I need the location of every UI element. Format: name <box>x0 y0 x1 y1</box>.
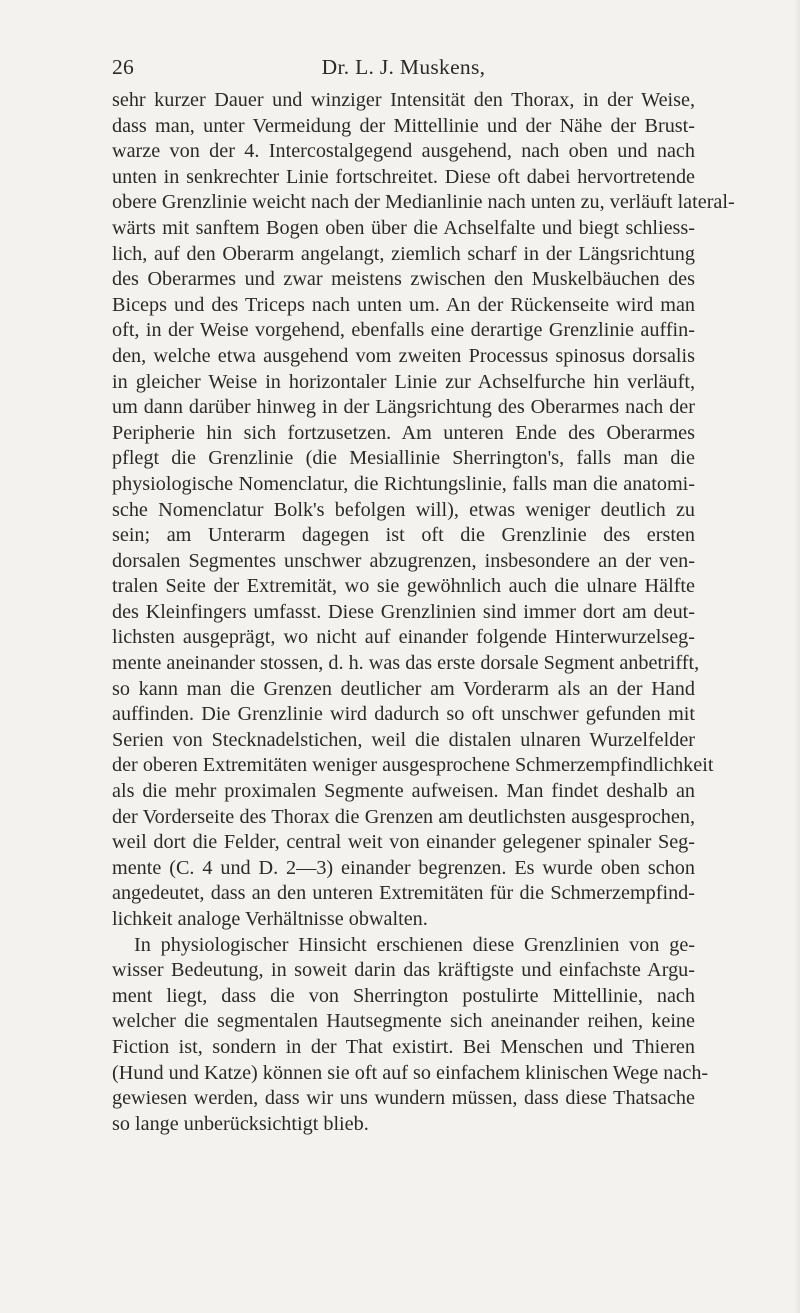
body-text <box>112 88 735 1137</box>
text-line: des Kleinfingers umfasst. Diese Grenzlinien sind immer dort am deut- <box>112 600 695 623</box>
text-line: auffinden. Die Grenzlinie wird dadurch so oft unschwer gefunden mit <box>112 703 695 726</box>
text-line: des Oberarmes und zwar meistens zwischen den Muskelbäuchen des <box>112 268 695 291</box>
text-line: mente aneinander stossen, d. h. was das erste dorsale Segment anbetrifft, <box>112 652 700 675</box>
text-line: wisser Bedeutung, in soweit darin das kräftigste und einfachste Argu- <box>112 959 695 982</box>
text-line: so kann man die Grenzen deutlicher am Vorderarm als an der Hand <box>112 677 695 700</box>
text-line: gewiesen werden, dass wir uns wundern müssen, dass diese Thatsache <box>112 1087 695 1110</box>
text-line: um dann darüber hinweg in der Längsrichtung des Oberarmes nach der <box>112 396 695 419</box>
text-line: mente (C. 4 und D. 2—3) einander begrenzen. Es wurde oben schon <box>112 856 695 879</box>
text-line: unten in senkrechter Linie fortschreitet. Diese oft dabei hervortretende <box>112 165 695 188</box>
text-line: lichkeit analoge Verhältnisse obwalten. <box>112 908 428 930</box>
text-line: dorsalen Segmentes unschwer abzugrenzen, insbesondere an der ven- <box>112 549 695 572</box>
text-line: dass man, unter Vermeidung der Mittellinie und der Nähe der Brust- <box>112 114 695 137</box>
paragraph <box>112 88 735 933</box>
text-line: (Hund und Katze) können sie oft auf so einfachem klinischen Wege nach- <box>112 1061 709 1084</box>
text-line: lichsten ausgeprägt, wo nicht auf einander folgende Hinterwurzelseg- <box>112 626 695 649</box>
text-line: sche Nomenclatur Bolk's befolgen will), etwas weniger deutlich zu <box>112 498 695 521</box>
text-line: physiologische Nomenclatur, die Richtungslinie, falls man die anatomi- <box>112 472 695 495</box>
page-edge-shadow <box>794 0 800 1313</box>
text-line: den, welche etwa ausgehend vom zweiten Processus spinosus dorsalis <box>112 344 695 367</box>
text-line: lich, auf den Oberarm angelangt, ziemlich scharf in der Längsrichtung <box>112 242 695 265</box>
text-line: In physiologischer Hinsicht erschienen diese Grenzlinien von ge- <box>134 933 695 956</box>
text-line: ment liegt, dass die von Sherrington postulirte Mittellinie, nach <box>112 984 695 1007</box>
text-line: Peripherie hin sich fortzusetzen. Am unteren Ende des Oberarmes <box>112 421 695 444</box>
text-line: wärts mit sanftem Bogen oben über die Achselfalte und biegt schliess- <box>112 216 695 239</box>
text-line: sehr kurzer Dauer und winziger Intensität den Thorax, in der Weise, <box>112 89 695 111</box>
paragraph <box>112 933 709 1138</box>
text-line: pflegt die Grenzlinie (die Mesiallinie Sherrington's, falls man die <box>112 447 695 470</box>
text-line: Serien von Stecknadelstichen, weil die distalen ulnaren Wurzelfelder <box>112 728 695 751</box>
text-line: Fiction ist, sondern in der That existirt. Bei Menschen und Thieren <box>112 1035 695 1058</box>
text-line: Biceps und des Triceps nach unten um. An der Rückenseite wird man <box>112 293 695 316</box>
text-line: sein; am Unterarm dagegen ist oft die Grenzlinie des ersten <box>112 524 695 547</box>
text-line: warze von der 4. Intercostalgegend ausgehend, nach oben und nach <box>112 140 695 163</box>
text-line: der Vorderseite des Thorax die Grenzen am deutlichsten ausgesprochen, <box>112 805 695 828</box>
text-line: der oberen Extremitäten weniger ausgesprochene Schmerzempfindlichkeit <box>112 754 714 777</box>
page-header <box>112 55 695 85</box>
text-line: weil dort die Felder, central weit von einander gelegener spinaler Seg- <box>112 831 695 854</box>
page-number: 26 <box>112 55 135 79</box>
text-line: angedeutet, dass an den unteren Extremitäten für die Schmerzempfind- <box>112 882 695 905</box>
running-title: Dr. L. J. Muskens, <box>321 55 486 79</box>
text-line: welcher die segmentalen Hautsegmente sich aneinander reihen, keine <box>112 1010 695 1033</box>
text-line: tralen Seite der Extremität, wo sie gewöhnlich auch die ulnare Hälfte <box>112 575 695 598</box>
text-line: als die mehr proximalen Segmente aufweisen. Man findet deshalb an <box>112 780 695 803</box>
text-line: so lange unberücksichtigt blieb. <box>112 1112 369 1135</box>
text-line: oft, in der Weise vorgehend, ebenfalls eine derartige Grenzlinie auffin- <box>112 319 695 342</box>
text-line: in gleicher Weise in horizontaler Linie zur Achselfurche hin verläuft, <box>112 370 695 393</box>
text-line: obere Grenzlinie weicht nach der Medianlinie nach unten zu, verläuft lateral- <box>112 191 735 214</box>
